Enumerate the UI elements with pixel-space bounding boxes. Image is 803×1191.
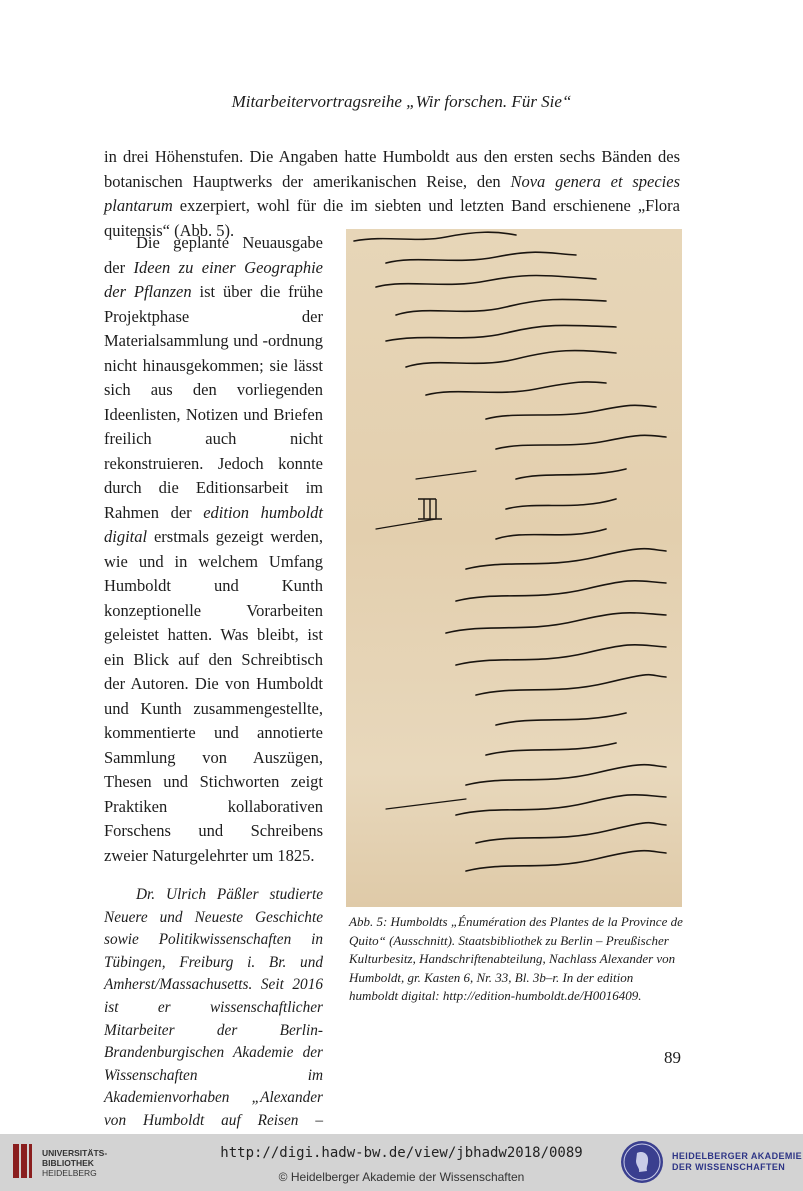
academy-line-1: HEIDELBERGER AKADEMIE <box>672 1151 803 1161</box>
manuscript-image <box>346 229 682 907</box>
intro-text-2: exzerpiert, wohl für die im siebten und letzten Band erschienene „Flora quitensis“ (Abb. 5). <box>104 196 680 240</box>
academy-name <box>672 1151 802 1173</box>
ub-line-3: HEIDELBERG <box>42 1168 97 1178</box>
body-italic-2: edition humboldt digital <box>104 502 323 546</box>
body-paragraph <box>104 231 323 868</box>
copyright-notice: © Heidelberger Akademie der Wissenschaften <box>278 1170 525 1184</box>
page-number: 89 <box>664 1048 681 1067</box>
viewer-footer <box>0 1134 803 1191</box>
body-text-1: Die geplante Neuausgabe der <box>104 233 323 277</box>
intro-text-1: in drei Höhenstufen. Die Angaben hatte Humboldt aus den ersten sechs Bänden des botanischen Hauptwerks der amerikanischen Reise, den <box>104 147 680 191</box>
body-italic-1: Ideen zu einer Geographie der Pflanzen <box>104 257 323 301</box>
body-text-3: erstmals gezeigt werden, wie und in welchem Umfang Humboldt und Kunth konzeptionelle Vorarbeiten geleistet hatten. Was bleibt, ist ein Blick auf den Schreibtisch der Autoren. Die von Humboldt und Kunth zusammengestellte, kommentierte und annotierte Sammlung von Auszügen, Thesen und Stichworten zeigt Praktiken kollaborativen Forschens und Schreibens zweier Naturgelehrter um 1825. <box>104 527 323 865</box>
figure-caption: Abb. 5: Humboldts „Énumération des Plantes de la Province de Quito“ (Ausschnitt). Staatsbibliothek zu Berlin – Preußischer Kulturbesitz, Handschriftenabteilung, Nachlass Alexander von Humboldt, gr. Kasten 6, Nr. 33, Bl. 3b–r. In der edition humboldt digital: http://edition-humboldt.de/H0016409. <box>349 914 683 1004</box>
left-column <box>104 231 323 1155</box>
running-header: Mitarbeitervortragsreihe „Wir forschen. Für Sie“ <box>231 92 572 111</box>
author-bio: Dr. Ulrich Päßler studierte Neuere und Neueste Geschichte sowie Politikwissenschaften in Tübingen, Freiburg i. Br. und Amherst/Massachusetts. Seit 2016 ist er wissenschaftlicher Mitarbeiter der Berlin-Brandenburgischen Akademie der Wissenschaften im Akademienvorhaben „Alexander von Humboldt auf Reisen – <box>104 886 323 1129</box>
permalink-url[interactable]: http://digi.hadw-bw.de/view/jbhadw2018/0089 <box>220 1145 583 1161</box>
academy-seal-profile-icon <box>621 1141 663 1183</box>
manuscript-handwriting-illustration <box>346 229 682 907</box>
ub-line-2: BIBLIOTHEK <box>42 1158 94 1168</box>
intro-italic: Nova genera et species plantarum <box>104 171 681 215</box>
ub-line-1: UNIVERSITÄTS- <box>42 1148 108 1158</box>
body-text-2: ist über die frühe Projektphase der Materialsammlung und -ordnung nicht hinausgekommen; sie lässt sich aus den vorliegenden Ideenlisten, Notizen und Briefen freilich auch nicht rekonstruieren. Jedoch konnte durch die Editionsarbeit im Rahmen der <box>104 282 323 522</box>
academy-seal-icon <box>621 1141 663 1183</box>
academy-line-2: DER WISSENSCHAFTEN <box>672 1162 786 1172</box>
